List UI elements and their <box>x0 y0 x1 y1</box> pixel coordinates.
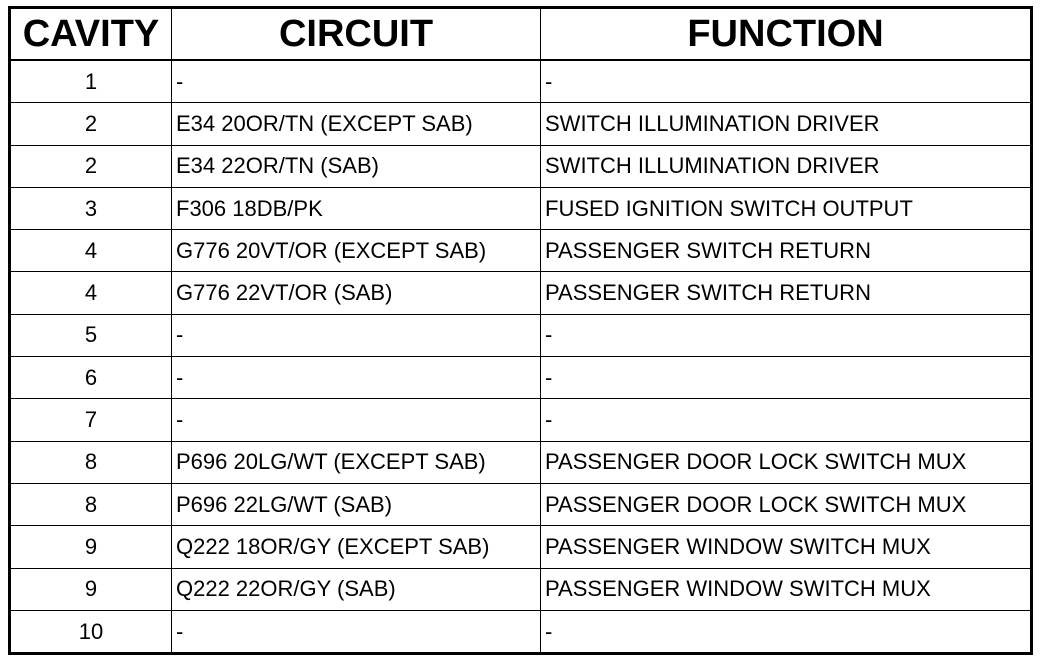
cavity-cell: 10 <box>10 610 172 653</box>
cavity-column-header: CAVITY <box>10 8 172 61</box>
function-cell: PASSENGER DOOR LOCK SWITCH MUX <box>541 483 1032 525</box>
table-row <box>10 610 1032 653</box>
function-cell: PASSENGER SWITCH RETURN <box>541 272 1032 314</box>
circuit-cell: P696 22LG/WT (SAB) <box>172 483 541 525</box>
cavity-cell: 8 <box>10 441 172 483</box>
table-row <box>10 399 1032 441</box>
table-body <box>10 60 1032 654</box>
cavity-cell: 3 <box>10 187 172 229</box>
table-row <box>10 357 1032 399</box>
connector-pinout-table <box>8 6 1033 655</box>
function-cell: FUSED IGNITION SWITCH OUTPUT <box>541 187 1032 229</box>
table-row <box>10 60 1032 103</box>
circuit-cell: G776 20VT/OR (EXCEPT SAB) <box>172 230 541 272</box>
circuit-cell: - <box>172 357 541 399</box>
cavity-cell: 4 <box>10 230 172 272</box>
circuit-cell: F306 18DB/PK <box>172 187 541 229</box>
table-row <box>10 441 1032 483</box>
table-row <box>10 103 1032 145</box>
table-row <box>10 568 1032 610</box>
table-row <box>10 483 1032 525</box>
function-cell: SWITCH ILLUMINATION DRIVER <box>541 103 1032 145</box>
cavity-cell: 4 <box>10 272 172 314</box>
circuit-cell: - <box>172 399 541 441</box>
table-row <box>10 187 1032 229</box>
function-cell: PASSENGER WINDOW SWITCH MUX <box>541 526 1032 568</box>
circuit-cell: G776 22VT/OR (SAB) <box>172 272 541 314</box>
function-column-header: FUNCTION <box>541 8 1032 61</box>
function-cell: PASSENGER SWITCH RETURN <box>541 230 1032 272</box>
function-cell: - <box>541 610 1032 653</box>
cavity-cell: 2 <box>10 103 172 145</box>
circuit-cell: Q222 22OR/GY (SAB) <box>172 568 541 610</box>
function-cell: SWITCH ILLUMINATION DRIVER <box>541 145 1032 187</box>
circuit-cell: - <box>172 60 541 103</box>
table-row <box>10 145 1032 187</box>
table-row <box>10 526 1032 568</box>
circuit-cell: Q222 18OR/GY (EXCEPT SAB) <box>172 526 541 568</box>
function-cell: - <box>541 357 1032 399</box>
cavity-cell: 9 <box>10 568 172 610</box>
circuit-cell: E34 20OR/TN (EXCEPT SAB) <box>172 103 541 145</box>
cavity-cell: 1 <box>10 60 172 103</box>
circuit-cell: P696 20LG/WT (EXCEPT SAB) <box>172 441 541 483</box>
function-cell: - <box>541 314 1032 356</box>
function-cell: PASSENGER WINDOW SWITCH MUX <box>541 568 1032 610</box>
function-cell: - <box>541 399 1032 441</box>
table-header <box>10 8 1032 61</box>
circuit-cell: - <box>172 610 541 653</box>
circuit-column-header: CIRCUIT <box>172 8 541 61</box>
connector-pinout-table-wrapper <box>8 6 1033 655</box>
circuit-cell: E34 22OR/TN (SAB) <box>172 145 541 187</box>
cavity-cell: 7 <box>10 399 172 441</box>
function-cell: - <box>541 60 1032 103</box>
cavity-cell: 5 <box>10 314 172 356</box>
circuit-cell: - <box>172 314 541 356</box>
cavity-cell: 2 <box>10 145 172 187</box>
function-cell: PASSENGER DOOR LOCK SWITCH MUX <box>541 441 1032 483</box>
table-row <box>10 272 1032 314</box>
table-row <box>10 314 1032 356</box>
cavity-cell: 8 <box>10 483 172 525</box>
header-row <box>10 8 1032 61</box>
cavity-cell: 9 <box>10 526 172 568</box>
table-row <box>10 230 1032 272</box>
cavity-cell: 6 <box>10 357 172 399</box>
